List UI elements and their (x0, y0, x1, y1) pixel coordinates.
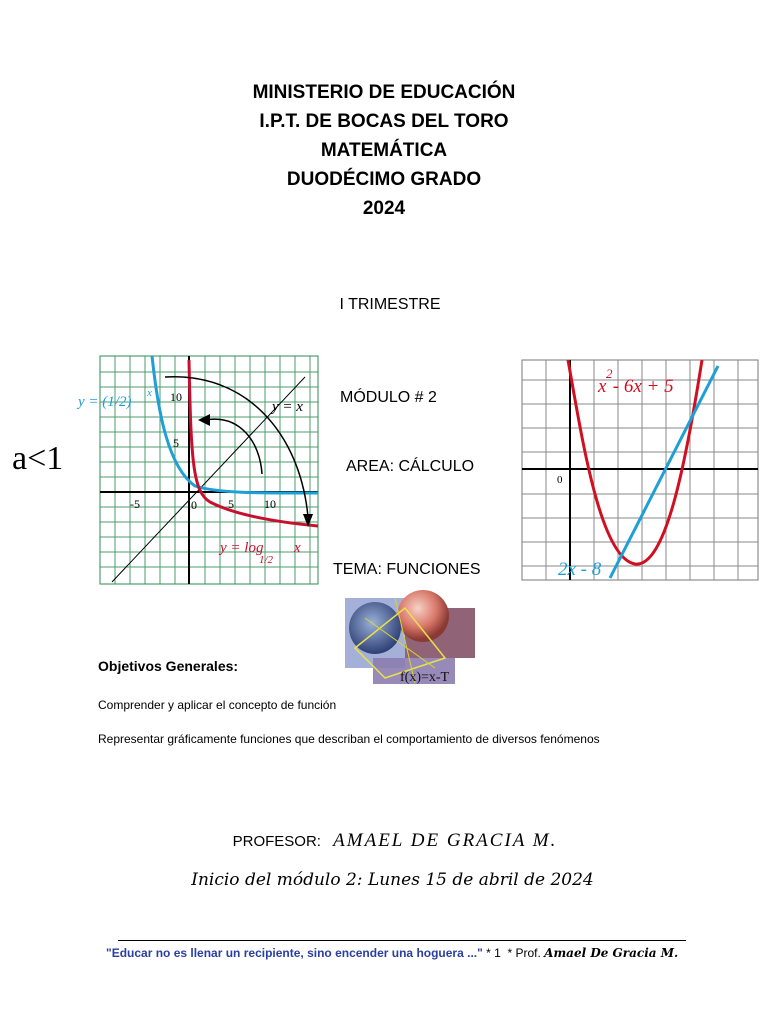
objective-item: Comprender y aplicar el concepto de función (98, 698, 337, 712)
header-line-school: I.P.T. DE BOCAS DEL TORO (259, 111, 509, 132)
topic-label: TEMA: FUNCIONES (333, 561, 481, 578)
y-tick-10: 10 (170, 390, 182, 404)
footer-page-number: * 1 * Prof. (482, 946, 545, 960)
header-line-ministry: MINISTERIO DE EDUCACIÓN (252, 82, 516, 103)
clipart-caption: f(x)=x-T (400, 670, 450, 685)
footer-signature: Amael De Gracia M. (544, 946, 679, 960)
footer-divider (118, 940, 686, 941)
quadratic-equation-exponent: 2 (606, 366, 613, 381)
objective-item: Representar gráficamente funciones que describan el comportamiento de diversos fenómenos (98, 732, 600, 746)
x-tick-5: 5 (228, 497, 234, 511)
identity-equation: y = x (272, 399, 303, 415)
x-tick-0: 0 (191, 498, 197, 512)
log-equation-arg: x (294, 540, 301, 556)
linear-equation: 2x - 8 (558, 559, 602, 580)
a-less-than-one-label: a<1 (12, 440, 64, 477)
module-start-date: Inicio del módulo 2: Lunes 15 de abril de 2024 (191, 870, 594, 890)
trimester-label: I TRIMESTRE (339, 296, 441, 313)
header-line-year: 2024 (362, 198, 406, 219)
log-equation: y = log (220, 540, 264, 556)
header-line-subject: MATEMÁTICA (320, 140, 448, 161)
module-number: MÓDULO # 2 (340, 389, 437, 406)
x-tick-10: 10 (264, 497, 276, 511)
quadratic-linear-graph (520, 358, 760, 583)
log-equation-base: 1/2 (259, 554, 274, 566)
exponential-log-graph (60, 352, 325, 587)
exp-equation: y = (1/2) (78, 394, 132, 410)
area-label: AREA: CÁLCULO (346, 458, 475, 475)
footer-quote: "Educar no es llenar un recipiente, sino encender una hoguera ..." (106, 946, 483, 960)
professor-name: AMAEL DE GRACIA M. (333, 830, 558, 851)
page-footer (106, 946, 678, 960)
x-tick-neg5: -5 (130, 497, 140, 511)
header-line-grade: DUODÉCIMO GRADO (286, 169, 482, 190)
document-header (0, 78, 768, 223)
math-clipart-image (345, 588, 475, 692)
quadratic-equation-rest: - 6x + 5 (608, 376, 674, 397)
exp-equation-exponent: x (147, 387, 152, 399)
right-origin-tick: 0 (557, 474, 563, 486)
professor-line (0, 830, 768, 852)
left-graph-grid (100, 356, 318, 584)
objectives-title: Objetivos Generales: (98, 658, 239, 674)
quadratic-equation-x: x (598, 376, 607, 397)
y-tick-5: 5 (173, 436, 179, 450)
professor-label: PROFESOR: (232, 833, 321, 850)
